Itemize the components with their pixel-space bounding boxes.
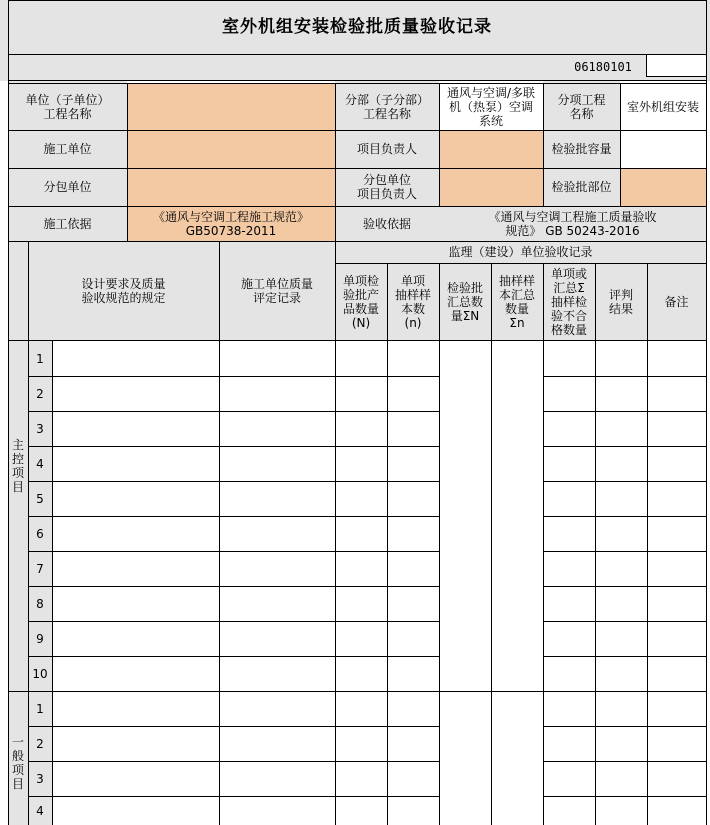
acceptance-basis-value-line: 规范》 GB 50243-2016	[505, 223, 640, 238]
main-row-line	[28, 621, 439, 622]
main-row-number: 9	[36, 631, 44, 646]
main-row-line	[28, 446, 439, 447]
header-bottom	[8, 340, 706, 341]
general-row-line	[28, 761, 439, 762]
batch-capacity-value[interactable]	[620, 130, 706, 168]
col-failed-count-line: 抽样检	[550, 294, 587, 309]
col-line	[387, 263, 388, 825]
main-row-line	[28, 586, 439, 587]
main-row-number: 8	[36, 596, 44, 611]
col-line	[491, 263, 492, 825]
main-row-line	[28, 656, 439, 657]
general-items-label-line: 般	[11, 748, 24, 763]
general-items-label	[8, 700, 28, 825]
main-row-line	[543, 376, 706, 377]
right-border	[706, 0, 707, 825]
unit-name-label-line: 工程名称	[43, 107, 92, 121]
form-code-divider	[646, 55, 647, 77]
subcontract-lead-label-line: 分包单位	[362, 173, 411, 187]
form-code-underline	[646, 76, 706, 77]
main-row-number: 10	[32, 666, 48, 681]
subcontract-lead-label	[335, 168, 439, 206]
col-sample-count-line: 抽样样	[394, 287, 431, 302]
subitem-name-value: 室外机组安装	[626, 100, 699, 114]
col-failed-count-line: 格数量	[550, 322, 587, 337]
col-failed-count-line: 验不合	[550, 308, 587, 323]
general-row-line	[543, 796, 706, 797]
batch-location-label: 检验批部位	[551, 180, 612, 194]
col-batch-quantity	[335, 263, 387, 340]
batch-capacity-label: 检验批容量	[551, 142, 612, 156]
self-check-header	[219, 241, 335, 340]
division-name-label	[335, 84, 439, 130]
division-name-label-line: 分部（子分部）	[344, 93, 429, 107]
col-line	[543, 263, 544, 825]
col-sum-quantity-line: 汇总数	[446, 294, 483, 309]
design-requirements-header-line: 验收规范的规定	[81, 290, 166, 305]
main-row-number: 4	[36, 456, 44, 471]
title-divider	[8, 54, 706, 55]
main-control-items-label-line: 项	[11, 466, 24, 480]
form-title: 室外机组安装检验批质量验收记录	[222, 17, 492, 37]
form-code-input[interactable]	[646, 55, 706, 77]
col-note: 备注	[664, 294, 689, 309]
main-row-number: 2	[36, 386, 44, 401]
construction-basis-value-line: GB50738-2011	[185, 223, 277, 238]
title-bottom	[8, 80, 706, 81]
col-sum-sample-line: Σn	[509, 315, 525, 330]
construction-basis-value-line: 《通风与空调工程施工规范》	[152, 209, 309, 224]
division-name-value-line: 通风与空调/多联	[446, 86, 536, 100]
construction-unit-label: 施工单位	[43, 142, 92, 156]
main-row-line	[543, 586, 706, 587]
subcontract-lead-label-line: 项目负责人	[356, 187, 417, 201]
col-result-line: 评判	[608, 287, 633, 302]
main-row-number: 5	[36, 491, 44, 506]
project-lead-label: 项目负责人	[356, 142, 417, 156]
col-failed-count-line: 单项或	[550, 266, 587, 281]
section-divider	[8, 691, 706, 692]
number-col-line	[52, 341, 53, 825]
main-control-items-label	[8, 341, 28, 591]
construction-basis-label: 施工依据	[43, 216, 92, 231]
division-name-label-line: 工程名称	[362, 107, 411, 121]
unit-name-label	[8, 84, 127, 130]
col-sum-sample-line: 抽样样	[498, 273, 535, 288]
subitem-name-label	[543, 84, 620, 130]
col-sum-quantity-line: 量ΣN	[450, 308, 480, 323]
main-row-line	[543, 656, 706, 657]
unit-name-value[interactable]	[127, 84, 335, 206]
main-control-items-label-line: 控	[11, 452, 24, 466]
col-batch-quantity-line: 单项检	[342, 273, 379, 288]
self-check-header-line: 评定记录	[252, 290, 301, 305]
self-check-header-line: 施工单位质量	[240, 276, 313, 291]
subitem-name-label-line: 名称	[569, 107, 594, 121]
general-items-label-line: 目	[11, 776, 24, 791]
unit-name-label-line: 单位（子单位）	[25, 93, 110, 107]
acceptance-basis-value	[439, 206, 706, 241]
col-sum-sample	[491, 263, 543, 340]
col-result-line: 结果	[608, 301, 633, 316]
main-row-line	[28, 516, 439, 517]
general-row-number: 4	[36, 803, 44, 818]
supervision-header: 监理（建设）单位验收记录	[448, 245, 593, 259]
main-row-line	[28, 411, 439, 412]
subcontract-unit-label: 分包单位	[43, 180, 92, 194]
main-row-line	[543, 481, 706, 482]
col-failed-count-line: 汇总Σ	[553, 280, 585, 295]
col-batch-quantity-line: 验批产	[342, 287, 379, 302]
division-name-value-line: 机（热泵）空调	[448, 100, 533, 114]
main-row-number: 1	[36, 351, 44, 366]
general-row-line	[28, 796, 439, 797]
col-sample-count-line: 单项	[400, 273, 425, 288]
general-row-line	[28, 726, 439, 727]
division-name-value	[439, 84, 543, 130]
batch-location-value[interactable]	[620, 168, 706, 206]
col-sample-count-line: (n)	[404, 315, 422, 330]
col-line	[439, 263, 440, 825]
main-row-line	[543, 551, 706, 552]
col-sum-quantity-line: 检验批	[446, 280, 483, 295]
col-sum-sample-line: 本汇总	[498, 287, 535, 302]
col-result	[595, 263, 647, 340]
main-row-line	[543, 621, 706, 622]
general-items-label-line: 一	[11, 734, 24, 749]
col-line	[647, 263, 648, 825]
main-control-items-label-line: 目	[11, 480, 24, 494]
subitem-name-label-line: 分项工程	[557, 93, 606, 107]
col-sample-count	[387, 263, 439, 340]
main-control-items-label-line: 主	[11, 438, 24, 452]
main-row-line	[543, 411, 706, 412]
main-row-number: 3	[36, 421, 44, 436]
general-row-line	[543, 726, 706, 727]
general-items-label-line: 项	[11, 762, 24, 777]
division-name-value-line: 系统	[478, 114, 503, 128]
acceptance-basis-label: 验收依据	[362, 216, 411, 231]
form-code: 06180101	[574, 60, 632, 74]
col-sample-count-line: 本数	[400, 301, 425, 316]
col-line	[595, 263, 596, 825]
col-batch-quantity-line: 品数量	[342, 301, 379, 316]
main-row-number: 7	[36, 561, 44, 576]
col-sum-sample-line: 数量	[504, 301, 529, 316]
main-row-line	[28, 551, 439, 552]
design-requirements-header	[28, 241, 219, 340]
main-row-line	[28, 481, 439, 482]
general-row-line	[543, 761, 706, 762]
acceptance-basis-value-line: 《通风与空调工程施工质量验收	[488, 209, 657, 224]
main-row-number: 6	[36, 526, 44, 541]
main-row-line	[543, 446, 706, 447]
general-row-number: 1	[36, 701, 44, 716]
construction-basis-value	[127, 206, 335, 241]
main-row-line	[28, 376, 439, 377]
design-requirements-header-line: 设计要求及质量	[81, 276, 166, 291]
main-row-line	[543, 516, 706, 517]
general-row-number: 3	[36, 771, 44, 786]
col-failed-count	[543, 263, 595, 340]
general-row-number: 2	[36, 736, 44, 751]
col-batch-quantity-line: (N)	[351, 315, 371, 330]
col-sum-quantity	[439, 263, 491, 340]
